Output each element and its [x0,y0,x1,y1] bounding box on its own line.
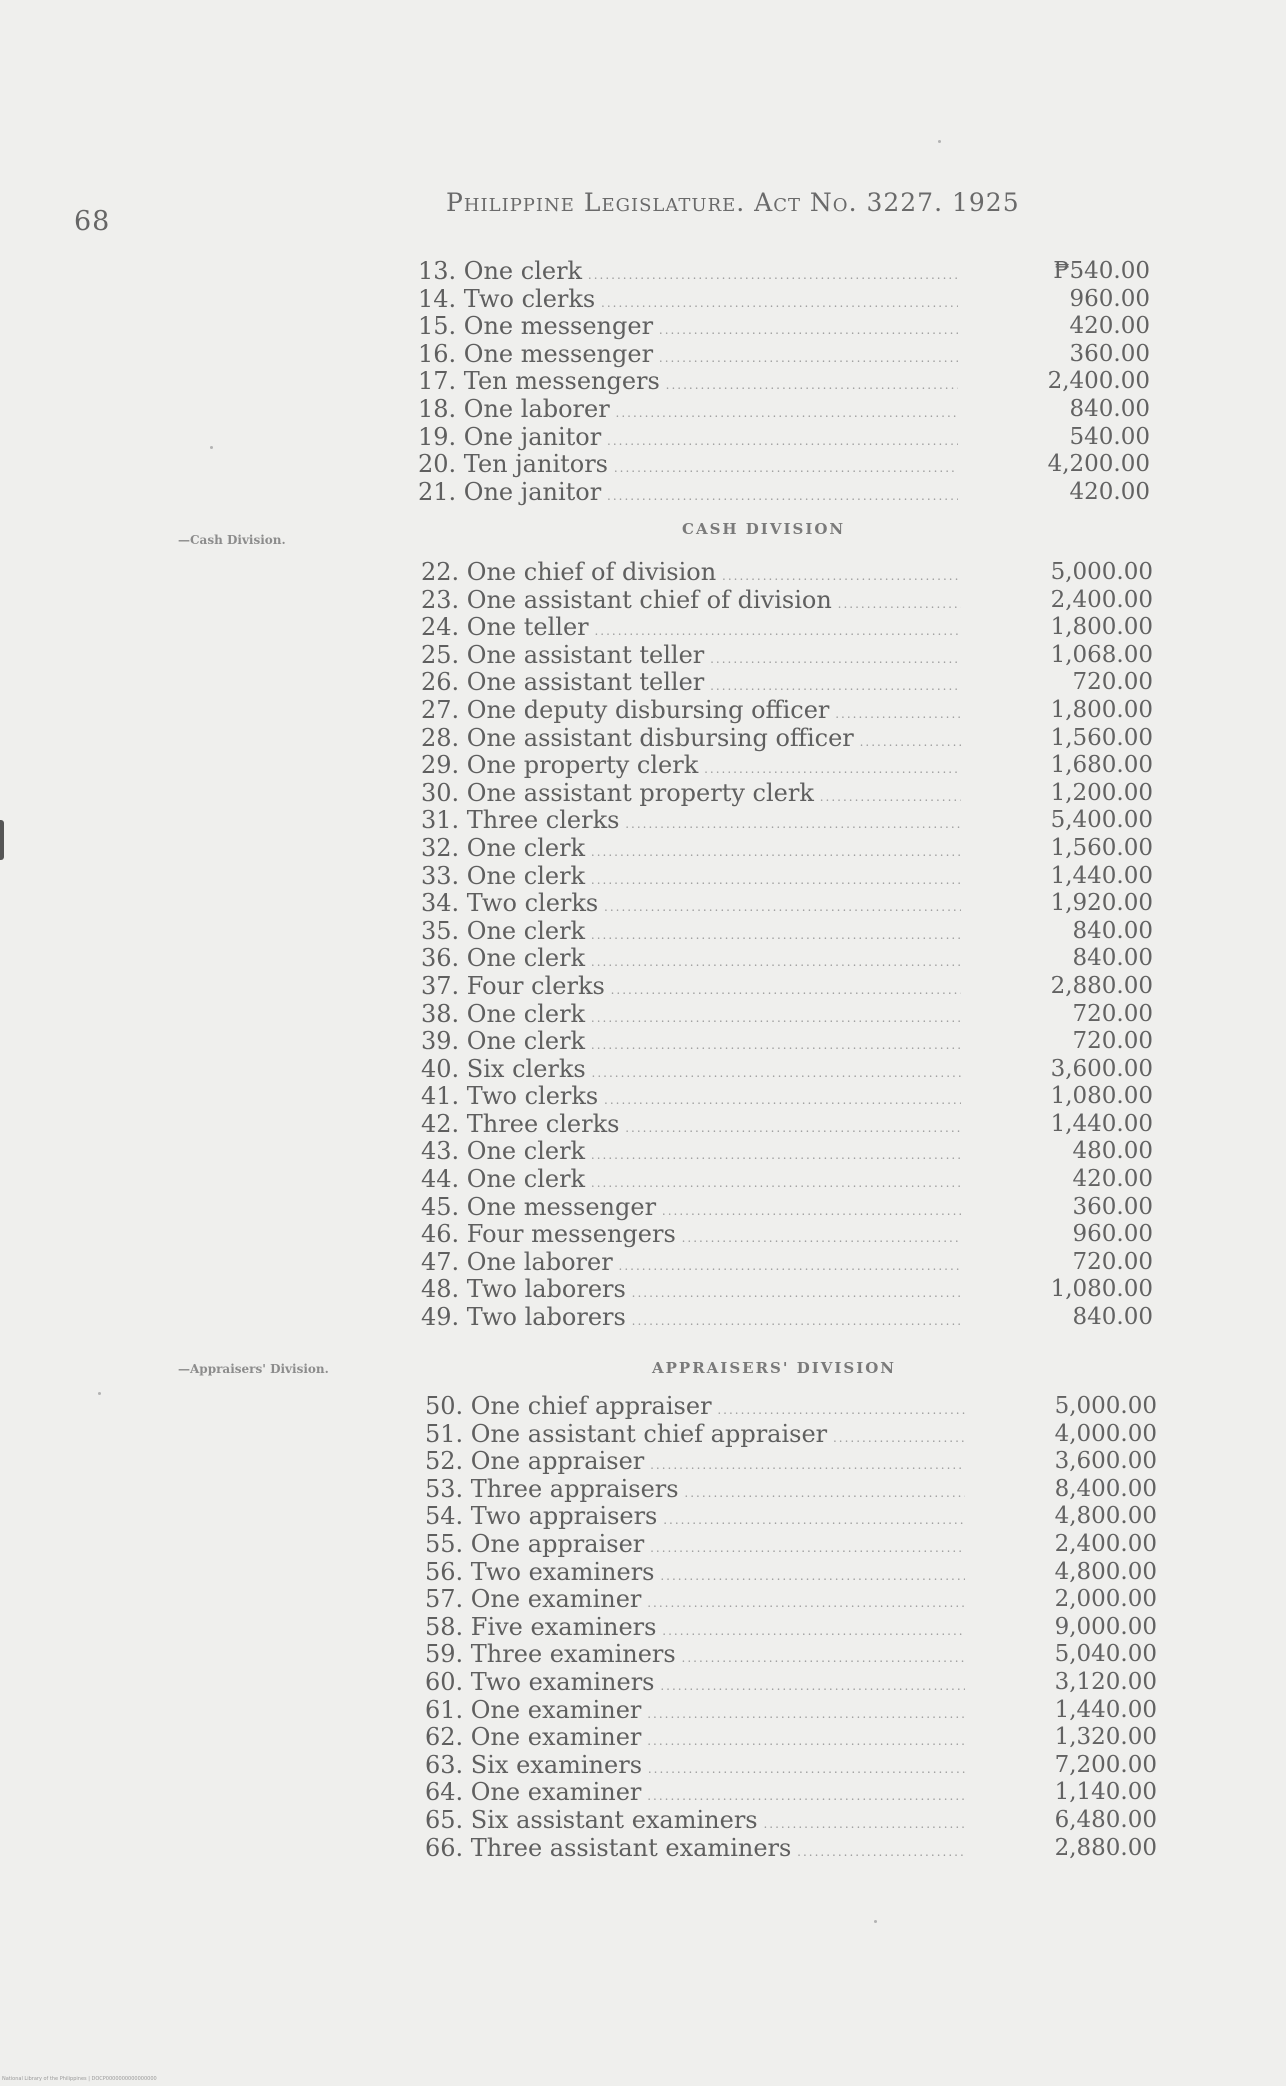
item-description: 34. Two clerks ..... [421,890,961,922]
item-amount: 5,000.00 [1054,1393,1157,1419]
item-description: 30. One assistant property clerk ..... [421,780,961,812]
item-description: 66. Three assistant examiners ..... [425,1835,965,1867]
item-amount: 420.00 [1072,1166,1153,1193]
list-item [425,1586,1157,1614]
list-item [425,1421,1157,1449]
item-description: 47. One laborer ..... [421,1249,961,1281]
item-list-continued [418,258,1150,506]
item-description: 27. One deputy disbursing officer ..... [421,697,961,729]
list-item [421,1111,1153,1139]
list-item [421,669,1153,697]
list-item [425,1641,1157,1669]
list-item [418,313,1150,341]
list-item [418,479,1150,507]
item-description: 64. One examiner ..... [425,1779,965,1811]
item-list-appraisers-division [425,1393,1157,1862]
list-item [421,890,1153,918]
item-amount: 1,560.00 [1050,724,1153,751]
item-description: 65. Six assistant examiners ..... [425,1807,965,1839]
item-amount: 1,080.00 [1050,1276,1153,1303]
item-amount: 360.00 [1069,340,1150,367]
item-description: 20. Ten janitors ..... [418,451,958,483]
item-amount: 4,800.00 [1054,1503,1157,1530]
list-item [421,945,1153,973]
item-amount: 2,400.00 [1047,368,1150,395]
list-item [421,807,1153,835]
item-description: 51. One assistant chief appraiser ..... [425,1421,965,1453]
item-description: 53. Three appraisers ..... [425,1476,965,1508]
item-amount: 5,400.00 [1050,807,1153,834]
item-description: 39. One clerk ..... [421,1028,961,1060]
item-amount: 540.00 [1069,423,1150,450]
item-description: 23. One assistant chief of division ..... [421,587,961,619]
item-description: 24. One teller ..... [421,614,961,646]
item-amount: 960.00 [1072,1221,1153,1248]
item-amount: 3,600.00 [1050,1055,1153,1082]
list-item [421,587,1153,615]
item-amount: 1,140.00 [1054,1779,1157,1806]
item-description: 29. One property clerk ..... [421,752,961,784]
item-description: 25. One assistant teller ..... [421,642,961,674]
item-description: 40. Six clerks ..... [421,1056,961,1088]
item-amount: 1,320.00 [1054,1724,1157,1751]
list-item [425,1614,1157,1642]
list-item [418,396,1150,424]
item-amount: 720.00 [1072,669,1153,696]
list-item [421,1056,1153,1084]
item-amount: 360.00 [1072,1193,1153,1220]
list-item [425,1503,1157,1531]
item-amount: 9,000.00 [1054,1613,1157,1640]
list-item [421,1138,1153,1166]
list-item [425,1669,1157,1697]
list-item [425,1697,1157,1725]
page-number: 68 [74,206,111,237]
running-head: Philippine Legislature. Act No. 3227. 1925 [446,188,1020,217]
item-amount: 2,880.00 [1054,1834,1157,1861]
item-description: 28. One assistant disbursing officer ..... [421,725,961,757]
item-description: 50. One chief appraiser ..... [425,1393,965,1425]
item-description: 58. Five examiners ..... [425,1614,965,1646]
list-item [418,341,1150,369]
item-description: 16. One messenger ..... [418,341,958,373]
item-amount: 1,920.00 [1050,890,1153,917]
paper-speck [938,140,941,143]
list-item [421,1083,1153,1111]
list-item [421,780,1153,808]
item-description: 31. Three clerks ..... [421,807,961,839]
item-description: 54. Two appraisers ..... [425,1503,965,1535]
list-item [425,1724,1157,1752]
item-description: 18. One laborer ..... [418,396,958,428]
item-amount: 1,440.00 [1054,1696,1157,1723]
list-item [425,1779,1157,1807]
item-description: 37. Four clerks ..... [421,973,961,1005]
section-heading-appraisers-division: APPRAISERS' DIVISION [652,1359,897,1377]
item-amount: 840.00 [1072,1304,1153,1331]
list-item [421,1249,1153,1277]
margin-note-appraisers-division: —Appraisers' Division. [178,1362,329,1376]
list-item [418,424,1150,452]
list-item [425,1559,1157,1587]
item-amount: 2,400.00 [1054,1530,1157,1557]
item-amount: 2,000.00 [1054,1586,1157,1613]
list-item [421,725,1153,753]
item-amount: 3,120.00 [1054,1668,1157,1695]
item-description: 49. Two laborers ..... [421,1304,961,1336]
list-item [421,1194,1153,1222]
item-amount: 480.00 [1072,1138,1153,1165]
item-description: 61. One examiner ..... [425,1697,965,1729]
list-item [418,451,1150,479]
item-amount: 7,200.00 [1054,1751,1157,1778]
item-description: 17. Ten messengers ..... [418,368,958,400]
item-description: 46. Four messengers ..... [421,1221,961,1253]
list-item [418,258,1150,286]
item-list-cash-division [421,559,1153,1332]
item-description: 35. One clerk ..... [421,918,961,950]
list-item [421,1028,1153,1056]
item-amount: 1,440.00 [1050,1110,1153,1137]
item-description: 48. Two laborers ..... [421,1276,961,1308]
list-item [418,286,1150,314]
item-amount: 2,400.00 [1050,586,1153,613]
list-item [425,1393,1157,1421]
section-heading-cash-division: CASH DIVISION [682,520,846,538]
item-description: 13. One clerk ..... [418,258,958,290]
list-item [421,1166,1153,1194]
list-item [421,1221,1153,1249]
item-description: 52. One appraiser ..... [425,1448,965,1480]
item-amount: 1,680.00 [1050,752,1153,779]
item-amount: 1,080.00 [1050,1083,1153,1110]
item-amount: 5,000.00 [1050,559,1153,585]
item-description: 45. One messenger ..... [421,1194,961,1226]
list-item [421,642,1153,670]
item-description: 19. One janitor ..... [418,424,958,456]
list-item [425,1531,1157,1559]
list-item [421,559,1153,587]
margin-note-cash-division: —Cash Division. [178,533,286,547]
item-amount: ₱540.00 [1053,258,1150,284]
item-amount: 840.00 [1072,945,1153,972]
item-description: 15. One messenger ..... [418,313,958,345]
list-item [425,1752,1157,1780]
item-amount: 1,068.00 [1050,641,1153,668]
item-amount: 3,600.00 [1054,1448,1157,1475]
list-item [421,1276,1153,1304]
item-description: 21. One janitor ..... [418,479,958,511]
list-item [421,752,1153,780]
list-item [421,614,1153,642]
item-amount: 420.00 [1069,313,1150,340]
item-amount: 840.00 [1072,917,1153,944]
list-item [425,1476,1157,1504]
item-amount: 4,800.00 [1054,1558,1157,1585]
item-description: 33. One clerk ..... [421,863,961,895]
list-item [425,1807,1157,1835]
item-amount: 720.00 [1072,1000,1153,1027]
item-amount: 720.00 [1072,1248,1153,1275]
paper-speck [98,1392,101,1395]
item-amount: 5,040.00 [1054,1641,1157,1668]
item-description: 41. Two clerks ..... [421,1083,961,1115]
paper-speck [874,1920,877,1923]
item-description: 42. Three clerks ..... [421,1111,961,1143]
paper-speck [210,446,213,449]
item-description: 55. One appraiser ..... [425,1531,965,1563]
item-amount: 420.00 [1069,478,1150,505]
item-description: 57. One examiner ..... [425,1586,965,1618]
scan-footer: National Library of the Philippines | DOCP0000000000000000 [2,2076,157,2082]
list-item [421,1001,1153,1029]
item-description: 38. One clerk ..... [421,1001,961,1033]
item-description: 56. Two examiners ..... [425,1559,965,1591]
list-item [421,973,1153,1001]
list-item [421,697,1153,725]
item-description: 32. One clerk ..... [421,835,961,867]
item-amount: 840.00 [1069,395,1150,422]
item-description: 36. One clerk ..... [421,945,961,977]
item-description: 62. One examiner ..... [425,1724,965,1756]
item-description: 43. One clerk ..... [421,1138,961,1170]
item-amount: 4,000.00 [1054,1420,1157,1447]
item-amount: 1,800.00 [1050,614,1153,641]
item-description: 59. Three examiners ..... [425,1641,965,1673]
item-amount: 960.00 [1069,285,1150,312]
item-description: 44. One clerk ..... [421,1166,961,1198]
list-item [421,1304,1153,1332]
item-description: 22. One chief of division ..... [421,559,961,591]
list-item [421,863,1153,891]
item-amount: 6,480.00 [1054,1806,1157,1833]
item-description: 60. Two examiners ..... [425,1669,965,1701]
page-edge-shadow [0,820,4,860]
item-amount: 1,440.00 [1050,862,1153,889]
list-item [425,1835,1157,1863]
list-item [425,1448,1157,1476]
list-item [421,835,1153,863]
item-amount: 1,200.00 [1050,779,1153,806]
item-description: 26. One assistant teller ..... [421,669,961,701]
list-item [421,918,1153,946]
item-description: 63. Six examiners ..... [425,1752,965,1784]
item-amount: 1,800.00 [1050,696,1153,723]
item-amount: 720.00 [1072,1028,1153,1055]
item-amount: 2,880.00 [1050,972,1153,999]
list-item [418,368,1150,396]
item-description: 14. Two clerks ..... [418,286,958,318]
item-amount: 1,560.00 [1050,834,1153,861]
item-amount: 4,200.00 [1047,451,1150,478]
item-amount: 8,400.00 [1054,1475,1157,1502]
